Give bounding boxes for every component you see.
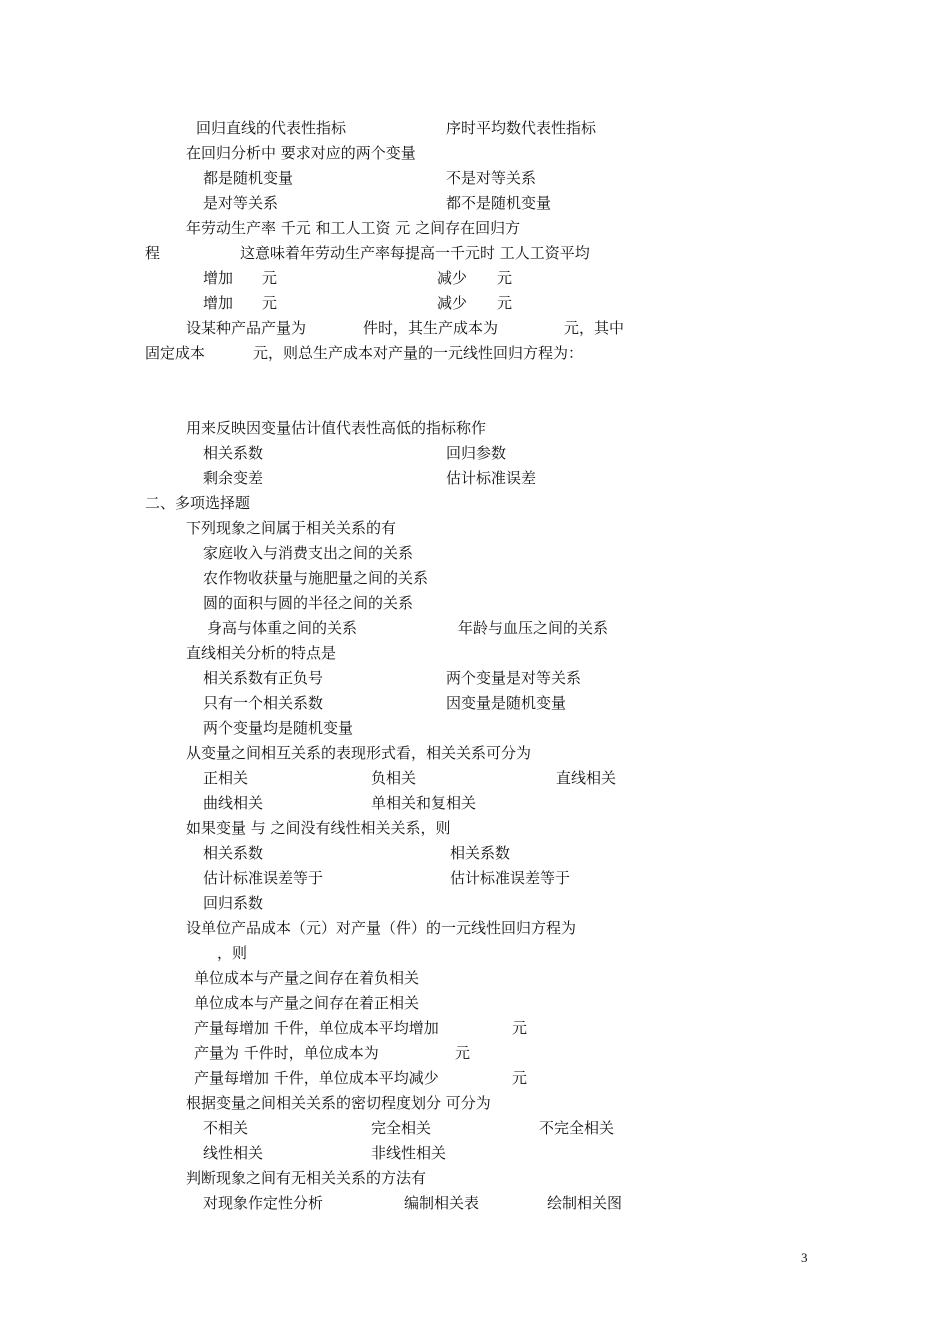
text-line: 只有一个相关系数: [203, 694, 324, 712]
text-line: 非线性相关: [371, 1144, 447, 1162]
text-line: 农作物收获量与施肥量之间的关系: [203, 569, 429, 587]
text-line: 都不是随机变量: [446, 194, 552, 212]
text-line: 剩余变差: [203, 469, 264, 487]
text-line: 元: [512, 1069, 528, 1087]
text-line: 两个变量均是随机变量: [203, 719, 354, 737]
text-line: 圆的面积与圆的半径之间的关系: [203, 594, 414, 612]
text-line: 估计标准误差等于: [450, 869, 571, 887]
text-line: 减少: [437, 294, 468, 312]
text-line: 绘制相关图: [547, 1194, 623, 1212]
section-heading: 二、多项选择题: [145, 494, 251, 512]
text-line: 元: [455, 1044, 471, 1062]
text-line: 相关系数有正负号: [203, 669, 324, 687]
text-line: 线性相关: [203, 1144, 264, 1162]
text-line: 相关系数: [203, 444, 264, 462]
text-line: 身高与体重之间的关系: [207, 619, 358, 637]
text-line: 元: [262, 269, 278, 287]
text-line: 不完全相关: [539, 1119, 615, 1137]
text-line: 不相关: [203, 1119, 249, 1137]
text-line: 直线相关: [556, 769, 617, 787]
text-line: 元，则总生产成本对产量的一元线性回归方程为：: [253, 344, 584, 362]
text-line: 序时平均数代表性指标: [446, 119, 597, 137]
text-line: 完全相关: [371, 1119, 432, 1137]
text-line: 因变量是随机变量: [446, 694, 567, 712]
text-line: 产量为 千件时，单位成本为: [194, 1044, 379, 1062]
text-line: 产量每增加 千件，单位成本平均减少: [194, 1069, 439, 1087]
text-line: 回归参数: [446, 444, 507, 462]
text-line: 从变量之间相互关系的表现形式看，相关关系可分为: [186, 744, 532, 762]
text-line: 件时，其生产成本为: [363, 319, 499, 337]
text-line: 元: [497, 294, 513, 312]
text-line: 估计标准误差: [446, 469, 537, 487]
text-line: 元: [512, 1019, 528, 1037]
text-line: 家庭收入与消费支出之间的关系: [203, 544, 414, 562]
text-line: 设单位产品成本（元）对产量（件）的一元线性回归方程为: [186, 919, 577, 937]
text-line: 这意味着年劳动生产率每提高一千元时 工人工资平均: [240, 244, 590, 262]
text-line: 减少: [437, 269, 468, 287]
text-line: 正相关: [203, 769, 249, 787]
text-line: 年劳动生产率 千元 和工人工资 元 之间存在回归方: [186, 219, 521, 237]
text-line: 增加: [203, 294, 234, 312]
text-line: 估计标准误差等于: [203, 869, 324, 887]
text-line: 元: [262, 294, 278, 312]
text-line: 下列现象之间属于相关关系的有: [186, 519, 397, 537]
text-line: 都是随机变量: [203, 169, 294, 187]
text-line: 元，其中: [564, 319, 625, 337]
text-line: 单位成本与产量之间存在着正相关: [194, 994, 420, 1012]
text-line: 如果变量 与 之间没有线性相关关系，则: [186, 819, 451, 837]
text-line: 单相关和复相关: [371, 794, 477, 812]
text-line: 程: [145, 244, 161, 262]
text-line: 曲线相关: [203, 794, 264, 812]
page-number: 3: [801, 1250, 808, 1265]
text-line: 年龄与血压之间的关系: [458, 619, 609, 637]
text-line: 编制相关表: [404, 1194, 480, 1212]
text-line: 回归系数: [203, 894, 264, 912]
text-line: 用来反映因变量估计值代表性高低的指标称作: [186, 419, 487, 437]
text-line: 产量每增加 千件，单位成本平均增加: [194, 1019, 439, 1037]
text-line: 元: [497, 269, 513, 287]
text-line: 两个变量是对等关系: [446, 669, 582, 687]
text-line: 直线相关分析的特点是: [186, 644, 337, 662]
text-line: 在回归分析中 要求对应的两个变量: [186, 144, 416, 162]
text-line: ，则: [217, 944, 248, 962]
text-line: 判断现象之间有无相关关系的方法有: [186, 1169, 427, 1187]
text-line: 回归直线的代表性指标: [196, 119, 347, 137]
text-line: 单位成本与产量之间存在着负相关: [194, 969, 420, 987]
text-line: 根据变量之间相关关系的密切程度划分 可分为: [186, 1094, 491, 1112]
text-line: 固定成本: [145, 344, 206, 362]
text-line: 对现象作定性分析: [203, 1194, 324, 1212]
text-line: 设某种产品产量为: [186, 319, 307, 337]
text-line: 是对等关系: [203, 194, 279, 212]
text-line: 相关系数: [203, 844, 264, 862]
text-line: 增加: [203, 269, 234, 287]
text-line: 相关系数: [450, 844, 511, 862]
text-line: 不是对等关系: [446, 169, 537, 187]
text-line: 负相关: [371, 769, 417, 787]
